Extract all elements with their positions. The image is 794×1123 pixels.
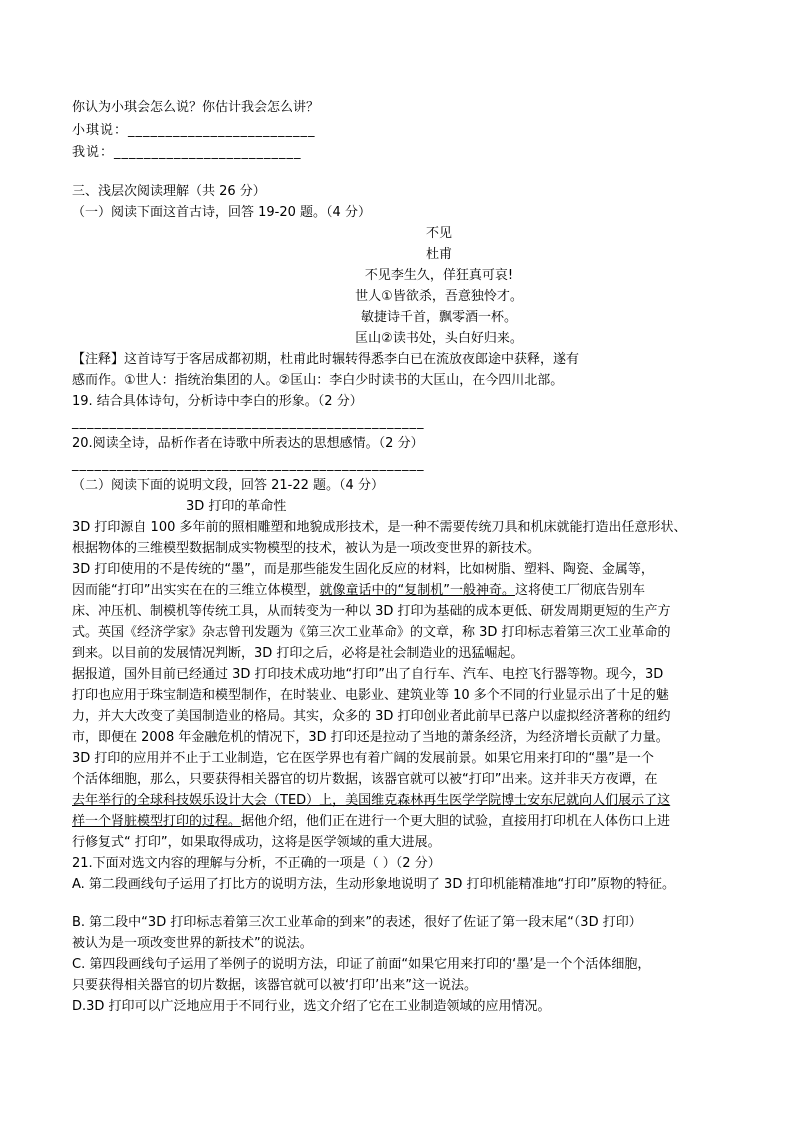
part1-intro: （一）阅读下面这首古诗，回答 19-20 题。（4 分） [72,205,371,220]
xiaoqi-answer-line: 小琪说：_________________________ [72,123,316,138]
paragraph-line: 市，即便在 2008 年金融危机的情况下，3D 打印还是拉动了当地的萧条经济，为经济增长贡献了力量。 [72,730,669,745]
paragraph-line: 个活体细胞，那么，只要获得相关器官的切片数据，该器官就可以被“打印”出来。这并非天方夜谭，在 [72,772,658,787]
answer-blank-19: _______________________________________________ [72,415,425,430]
underlined-sentence: 样一个肾脏模型打印的过程。 [72,814,242,829]
paragraph-line: 3D 打印的应用并不止于工业制造，它在医学界也有着广阔的发展前景。如果它用来打印的“墨”是一个 [72,751,654,766]
text-span: 因而能“打印”出实实在在的三维立体模型， [72,583,320,598]
text-span: 据他介绍，他们正在进行一个更大胆的试验，直接用打印机在人体伤口上进 [241,814,671,829]
option-b: B. 第二段中“3D 打印标志着第三次工业革命的到来”的表述，很好了佐证了第一段末尾“（3D 打印） [72,915,642,930]
option-c: C. 第四段画线句子运用了举例子的说明方法，印证了前面“如果它用来打印的‘墨’是一个个活体细胞， [72,957,651,972]
paragraph-line: 行修复式“ 打印”，如果取得成功，这将是医学领域的重大进展。 [72,835,441,850]
paragraph-line [72,813,670,831]
paragraph-line: 床、冲压机、制模机等传统工具，从而转变为一种以 3D 打印为基础的成本更低、研发周期更短的生产方 [72,604,671,619]
paragraph-line: 式。英国《经济学家》杂志曾刊发题为《第三次工业革命》的文章，称 3D 打印标志着第三次工业革命的 [72,625,671,640]
question-20: 20.阅读全诗，品析作者在诗歌中所表达的思想感情。（2 分） [72,436,424,451]
question-intro: 你认为小琪会怎么说？你估计我会怎么讲？ [72,100,320,115]
poem-line: 世人①皆欲杀，吾意独怜才。 [355,289,523,304]
paragraph-line: 力，并大大改变了美国制造业的格局。其实，众多的 3D 打印创业者此前早已落户以虚拟经济著称的纽约 [72,709,671,724]
poem-note: 【注释】这首诗写于客居成都初期，杜甫此时辗转得悉李白已在流放夜郎途中获释，遂有 [72,352,580,367]
paragraph-line: 打印也应用于珠宝制造和模型制作，在时装业、电影业、建筑业等 10 多个不同的行业显示出了十足的魅 [72,688,669,703]
question-19: 19. 结合具体诗句，分析诗中李白的形象。（2 分） [72,394,363,409]
poem-line: 匡山②读书处，头白好归来。 [355,331,523,346]
paragraph-line: 3D 打印使用的不是传统的“墨”，而是那些能发生固化反应的材料，比如树脂、塑料、陶瓷、金属等， [72,562,654,577]
text-span: 这将使工厂彻底告别车 [514,583,645,598]
underlined-sentence: 去年举行的全球科技娱乐设计大会（TED）上，美国维克森林再生医学学院博士安东尼就向人们展示了这 [72,793,671,808]
part2-intro: （二）阅读下面的说明文段，回答 21-22 题。（4 分） [72,478,384,493]
option-a: A. 第二段画线句子运用了打比方的说明方法，生动形象地说明了 3D 打印机能精准地“打印”原物的特征。 [72,877,675,892]
paragraph-line: 3D 打印源自 100 多年前的照相雕塑和地貌成形技术，是一种不需要传统刀具和机床就能打造出任意形状、 [72,520,687,535]
section-heading: 三、浅层次阅读理解（共 26 分） [72,184,266,199]
answer-blank-20: _______________________________________________ [72,457,425,472]
poem-line: 不见李生久，佯狂真可哀! [364,268,514,283]
poem-author: 杜甫 [425,247,452,262]
poem-line: 敏捷诗千首，飘零酒一杯。 [360,310,517,325]
poem-note: 感而作。①世人：指统治集团的人。②匡山：李白少时读书的大匡山，在今四川北部。 [72,373,564,388]
wo-answer-line: 我说：_________________________ [72,145,302,160]
paragraph-line [72,582,645,600]
option-c: 只要获得相关器官的切片数据，该器官就可以被‘打印’出来”这一说法。 [72,978,477,993]
option-b: 被认为是一项改变世界的新技术”的说法。 [72,936,313,951]
paragraph-line: 据报道，国外目前已经通过 3D 打印技术成功地“打印”出了自行车、汽车、电控飞行器等物。现今，3D [72,667,664,682]
underlined-sentence: 就像童话中的“复制机”一般神奇。 [319,583,515,598]
poem-title: 不见 [425,226,452,241]
paragraph-line: 根据物体的三维模型数据制成实物模型的技术，被认为是一项改变世界的新技术。 [72,541,541,556]
article-title: 3D 打印的革命性 [186,499,287,514]
option-d: D.3D 打印可以广泛地应用于不同行业，选文介绍了它在工业制造领域的应用情况。 [72,999,551,1014]
paragraph-line: 到来。以目前的发展情况判断，3D 打印之后，必将是社会制造业的迅猛崛起。 [72,646,524,661]
question-21: 21.下面对选文内容的理解与分析，不正确的一项是（ ）（2 分） [72,856,441,871]
